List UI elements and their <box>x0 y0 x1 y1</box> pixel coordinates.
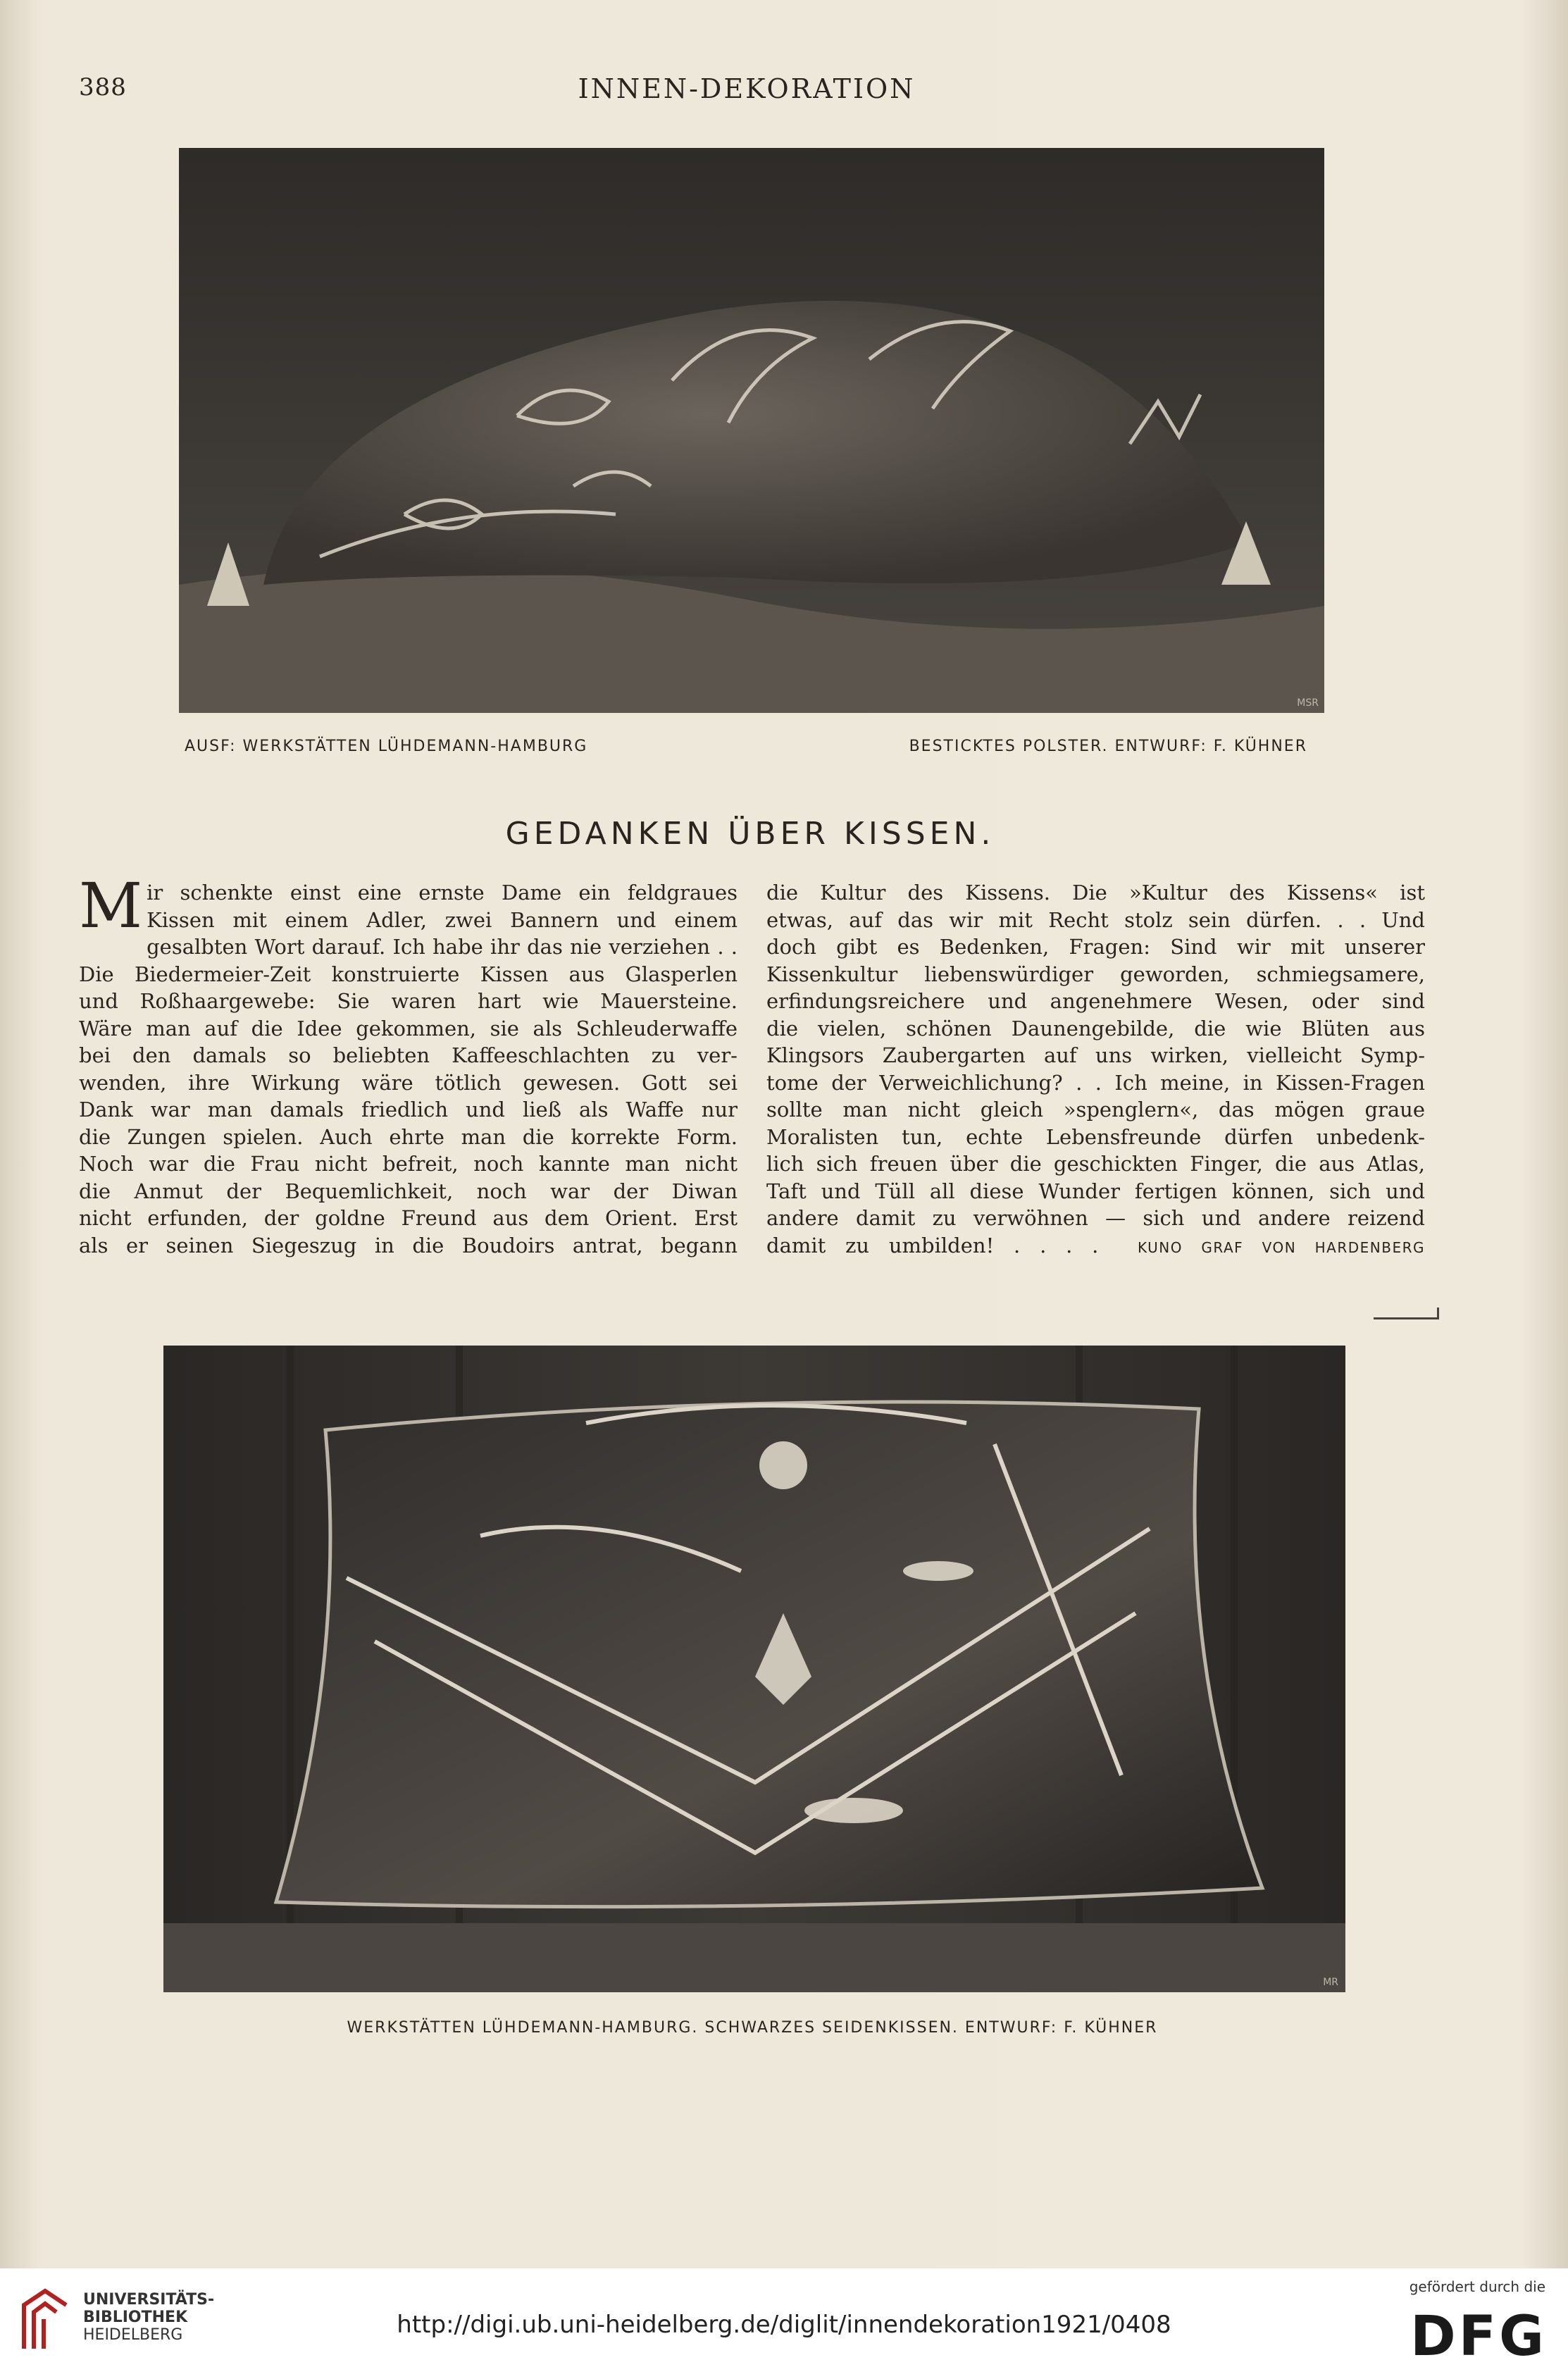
funding-note: gefördert durch die <box>1409 2278 1545 2295</box>
library-line: HEIDELBERG <box>83 2326 183 2344</box>
digitization-footer <box>0 2268 1568 2379</box>
text-line: gesalbten Wort darauf. Ich habe ihr das nie verziehen . . <box>147 935 738 959</box>
page-fragment-mark <box>1374 1307 1439 1319</box>
text-line: ir schenkte einst eine ernste Dame ein feldgraues <box>147 881 738 905</box>
silk-cushion-illustration <box>163 1346 1345 1992</box>
text-line: Moralisten tun, echte Lebensfreunde dürfen unbedenk- <box>766 1124 1425 1149</box>
text-line-with-signature <box>766 1232 1425 1260</box>
text-line: nicht erfunden, der goldne Freund aus dem Orient. Erst <box>79 1206 738 1230</box>
author-signature: KUNO GRAF VON HARDENBERG <box>1138 1238 1425 1256</box>
text-line: als er seinen Siegeszug in die Boudoirs antrat, begann <box>79 1233 738 1257</box>
library-line: BIBLIOTHEK <box>83 2309 188 2326</box>
text-line: bei den damals so beliebten Kaffeeschlachten zu ver- <box>79 1043 738 1067</box>
page-number: 388 <box>79 73 127 101</box>
text-line: Noch war die Frau nicht befreit, noch kannte man nicht <box>79 1152 738 1176</box>
text-line: tome der Verweichlichung? . . Ich meine, in Kissen-Fragen <box>766 1070 1425 1095</box>
photo-monogram: MSR <box>1297 697 1319 709</box>
article-right-column <box>766 879 1425 1259</box>
library-line: UNIVERSITÄTS- <box>83 2291 215 2309</box>
article-title: GEDANKEN ÜBER KISSEN. <box>505 816 995 852</box>
drop-cap: M <box>79 869 143 942</box>
text-line: andere damit zu verwöhnen — sich und andere reizend <box>766 1206 1425 1230</box>
text-line: Dank war man damals friedlich und ließ als Waffe nur <box>79 1098 738 1122</box>
text-line: und Roßhaargewebe: Sie waren hart wie Mauersteine. <box>79 989 738 1013</box>
photo-black-silk-cushion <box>163 1346 1345 1992</box>
text-line: etwas, auf das wir mit Recht stolz sein dürfen. . . Und <box>766 907 1425 932</box>
text-line: Taft und Tüll all diese Wunder fertigen können, sich und <box>766 1179 1425 1203</box>
text-line: Kissen mit einem Adler, zwei Bannern und einem <box>147 907 738 932</box>
bolster-illustration <box>179 148 1324 713</box>
text-line: die vielen, schönen Daunengebilde, die wie Blüten aus <box>766 1016 1425 1041</box>
text-line: lich sich freuen über die geschickten Finger, die aus Atlas, <box>766 1152 1425 1176</box>
text-line: sollte man nicht gleich »spenglern«, das mögen graue <box>766 1098 1425 1122</box>
text-line: wenden, ihre Wirkung wäre tötlich gewesen. Gott sei <box>79 1070 738 1095</box>
text-line: die Kultur des Kissens. Die »Kultur des Kissens« ist <box>766 881 1425 905</box>
text-line: Die Biedermeier-Zeit konstruierte Kissen aus Glasperlen <box>79 962 738 986</box>
text-line: Klingsors Zaubergarten auf uns wirken, vielleicht Symp- <box>766 1043 1425 1067</box>
permalink-url[interactable]: http://digi.ub.uni-heidelberg.de/diglit/innendekoration1921/0408 <box>397 2311 1171 2339</box>
article-left-column <box>79 869 738 1259</box>
dfg-logo: DFG <box>1410 2305 1547 2368</box>
text-line: die Zungen spielen. Auch ehrte man die korrekte Form. <box>79 1124 738 1149</box>
photo-embroidered-bolster <box>179 148 1324 713</box>
running-header: INNEN-DEKORATION <box>578 73 916 104</box>
text-line: doch gibt es Bedenken, Fragen: Sind wir mit unserer <box>766 935 1425 959</box>
photo-monogram: MR <box>1323 1977 1338 1988</box>
figure1-caption-left: AUSF: WERKSTÄTTEN LÜHDEMANN-HAMBURG <box>185 738 588 755</box>
text-line: die Anmut der Bequemlichkeit, noch war der Diwan <box>79 1179 738 1203</box>
figure2-caption: WERKSTÄTTEN LÜHDEMANN-HAMBURG. SCHWARZES SEIDENKISSEN. ENTWURF: F. KÜHNER <box>347 2019 1158 2037</box>
text-line: Wäre man auf die Idee gekommen, sie als Schleuderwaffe <box>79 1016 738 1041</box>
text-line: damit zu umbilden! . . . . <box>766 1233 1099 1257</box>
figure1-caption-right: BESTICKTES POLSTER. ENTWURF: F. KÜHNER <box>909 738 1307 755</box>
text-line: Kissenkultur liebenswürdiger geworden, schmiegsamere, <box>766 962 1425 986</box>
text-line: erfindungsreichere und angenehmere Wesen, oder sind <box>766 989 1425 1013</box>
